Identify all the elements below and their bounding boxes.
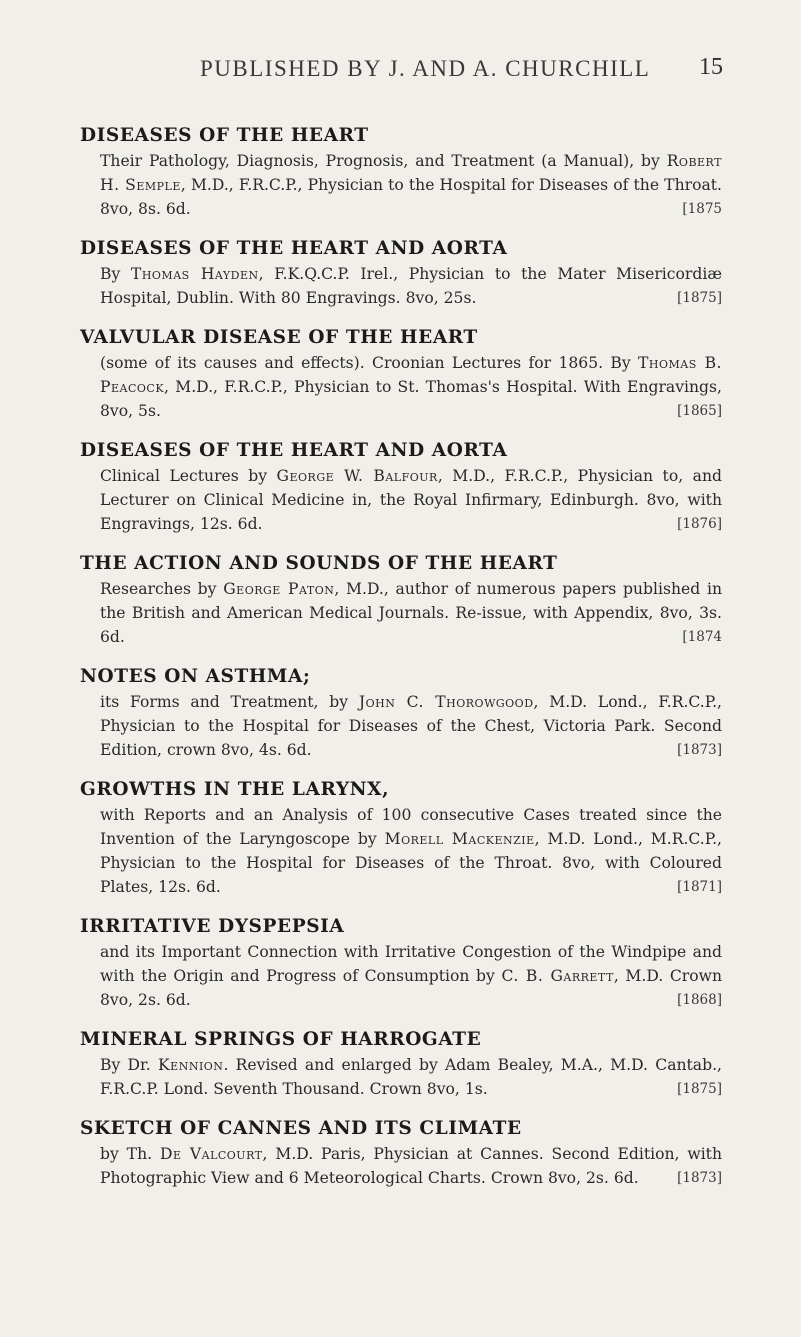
page-number: 15: [699, 54, 723, 80]
entry-text: and its Important Connection with Irritative Congestion of the Windpipe and with the Origin and Progress of Consumption by: [100, 943, 722, 985]
entry-author: John C. Thorowgood: [358, 693, 534, 711]
entry-text: , M.D., author of numerous papers published in the British and American Medical Journals. Re-issue, with Appendix, 8vo, 3s. 6d.: [100, 580, 722, 646]
entry-title: VALVULAR DISEASE OF THE HEART: [80, 327, 478, 348]
entry-author: George Paton: [223, 580, 335, 598]
catalogue-entry: [80, 914, 722, 1012]
entry-description: [80, 577, 722, 649]
catalogue-entry: [80, 1116, 722, 1190]
entry-description: [80, 464, 722, 536]
catalogue-entry: [80, 438, 722, 536]
entry-text: (some of its causes and effects). Croonian Lectures for 1865. By: [100, 354, 638, 372]
entry-text: its Forms and Treatment, by: [100, 693, 359, 711]
entry-text: , M.D. Lond., F.R.C.P., Physician to the Hospital for Diseases of the Chest, Victoria Park. Second Edition, crown 8vo, 4s. 6d.: [100, 693, 722, 759]
catalogue-entry: [80, 325, 722, 423]
entry-author: Kennion: [158, 1056, 224, 1074]
entry-title: THE ACTION AND SOUNDS OF THE HEART: [80, 553, 558, 574]
entry-description: [80, 262, 722, 310]
entry-author: Robert H. Semple: [100, 152, 722, 194]
entry-title: DISEASES OF THE HEART: [80, 125, 369, 146]
entry-author: De Valcourt: [159, 1145, 263, 1163]
catalogue-entry: [80, 236, 722, 310]
entry-title: IRRITATIVE DYSPEPSIA: [80, 916, 345, 937]
entry-title: GROWTHS IN THE LARYNX,: [80, 779, 390, 800]
entry-text: . Revised and enlarged by Adam Bealey, M.A., M.D. Cantab., F.R.C.P. Lond. Seventh Thousand. Crown 8vo, 1s.: [100, 1056, 722, 1098]
entry-year: [1875]: [677, 1081, 722, 1097]
entry-description: [80, 149, 722, 221]
catalogue-entry: [80, 777, 722, 899]
entry-description: [80, 803, 722, 899]
entry-description: [80, 1142, 722, 1190]
entry-year: [1873]: [677, 1170, 722, 1186]
entry-year: [1875]: [677, 290, 722, 306]
entry-text: , M.D. Paris, Physician at Cannes. Second Edition, with Photographic View and 6 Meteorological Charts. Crown 8vo, 2s. 6d.: [100, 1145, 722, 1187]
running-head: PUBLISHED BY J. AND A. CHURCHILL: [200, 56, 651, 81]
entry-text: Clinical Lectures by: [100, 467, 277, 485]
entry-description: [80, 1053, 722, 1101]
entry-year: [1875: [682, 201, 722, 217]
entry-text: , M.D., F.R.C.P., Physician to, and Lecturer on Clinical Medicine in, the Royal Infirmary, Edinburgh. 8vo, with Engravings, 12s. 6d.: [100, 467, 722, 533]
entry-year: [1876]: [677, 516, 722, 532]
entry-text: by Th.: [100, 1145, 160, 1163]
entry-description: [80, 940, 722, 1012]
entry-text: with Reports and an Analysis of 100 consecutive Cases treated since the Invention of the Laryngoscope by: [100, 806, 722, 848]
entry-text: , F.K.Q.C.P. Irel., Physician to the Mater Misericordiæ Hospital, Dublin. With 80 Engravings. 8vo, 25s.: [100, 265, 722, 307]
catalogue-entry: [80, 551, 722, 649]
entry-text: Researches by: [100, 580, 224, 598]
entry-text: By Dr.: [100, 1056, 159, 1074]
entry-year: [1874: [682, 629, 722, 645]
catalogue-entries: [80, 123, 722, 1205]
entry-text: , M.D., F.R.C.P., Physician to St. Thomas's Hospital. With Engravings, 8vo, 5s.: [100, 378, 722, 420]
entry-title: MINERAL SPRINGS OF HARROGATE: [80, 1029, 482, 1050]
entry-title: DISEASES OF THE HEART AND AORTA: [80, 238, 508, 259]
catalogue-entry: [80, 664, 722, 762]
entry-text: , M.D. Crown 8vo, 2s. 6d.: [100, 967, 722, 1009]
entry-author: Morell Mackenzie: [384, 830, 535, 848]
entry-title: DISEASES OF THE HEART AND AORTA: [80, 440, 508, 461]
entry-description: [80, 351, 722, 423]
catalogue-entry: [80, 1027, 722, 1101]
entry-description: [80, 690, 722, 762]
entry-title: NOTES ON ASTHMA;: [80, 666, 311, 687]
entry-author: George W. Balfour: [276, 467, 438, 485]
entry-text: Their Pathology, Diagnosis, Prognosis, and Treatment (a Manual), by: [100, 152, 667, 170]
entry-text: By: [100, 265, 131, 283]
entry-author: Thomas Hayden: [130, 265, 259, 283]
entry-year: [1871]: [677, 879, 722, 895]
entry-text: , M.D. Lond., M.R.C.P., Physician to the Hospital for Diseases of the Throat. 8vo, with Coloured Plates, 12s. 6d.: [100, 830, 722, 896]
entry-author: C. B. Garrett: [501, 967, 614, 985]
entry-text: , M.D., F.R.C.P., Physician to the Hospital for Diseases of the Throat. 8vo, 8s. 6d.: [100, 176, 722, 218]
entry-year: [1873]: [677, 742, 722, 758]
entry-year: [1865]: [677, 403, 722, 419]
entry-author: Thomas B. Peacock: [100, 354, 722, 396]
catalogue-entry: [80, 123, 722, 221]
entry-title: SKETCH OF CANNES AND ITS CLIMATE: [80, 1118, 522, 1139]
entry-year: [1868]: [677, 992, 722, 1008]
